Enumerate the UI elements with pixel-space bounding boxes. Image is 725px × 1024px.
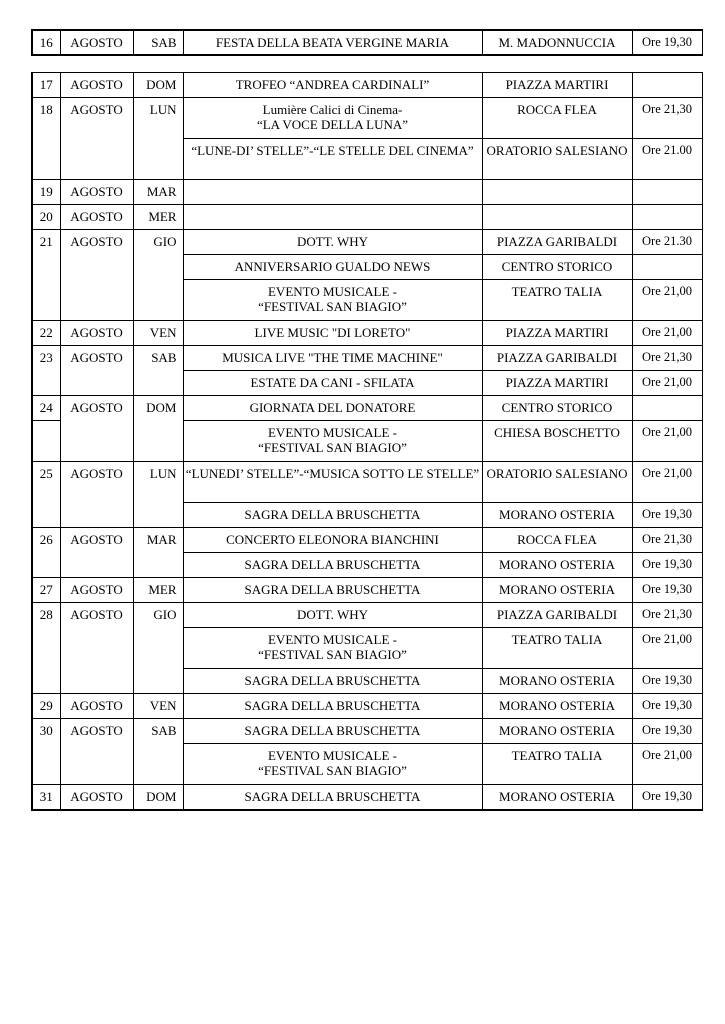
table-row	[32, 98, 702, 139]
weekday: GIO	[133, 230, 183, 321]
event-location	[482, 180, 632, 205]
event-time: Ore 21.00	[632, 139, 702, 180]
event-name: EVENTO MUSICALE - “FESTIVAL SAN BIAGIO”	[183, 628, 482, 669]
table-row	[32, 180, 702, 205]
event-name: ANNIVERSARIO GUALDO NEWS	[183, 255, 482, 280]
day-number: 26	[32, 528, 60, 578]
month: AGOSTO	[60, 30, 133, 55]
event-location: PIAZZA GARIBALDI	[482, 603, 632, 628]
event-location: ROCCA FLEA	[482, 528, 632, 553]
event-name: SAGRA DELLA BRUSCHETTA	[183, 719, 482, 744]
month: AGOSTO	[60, 603, 133, 694]
event-location: PIAZZA GARIBALDI	[482, 230, 632, 255]
event-name: TROFEO “ANDREA CARDINALI”	[183, 73, 482, 98]
event-time: Ore 19,30	[632, 719, 702, 744]
event-name: EVENTO MUSICALE - “FESTIVAL SAN BIAGIO”	[183, 280, 482, 321]
event-location: CENTRO STORICO	[482, 396, 632, 421]
weekday: MAR	[133, 528, 183, 578]
event-time: Ore 21,00	[632, 628, 702, 669]
event-time	[632, 255, 702, 280]
event-time: Ore 19,30	[632, 503, 702, 528]
table-row	[32, 73, 702, 98]
table-row	[32, 321, 702, 346]
event-name: SAGRA DELLA BRUSCHETTA	[183, 669, 482, 694]
event-location: M. MADONNUCCIA	[482, 30, 632, 55]
weekday: VEN	[133, 321, 183, 346]
event-location: MORANO OSTERIA	[482, 553, 632, 578]
month: AGOSTO	[60, 98, 133, 180]
weekday: MAR	[133, 180, 183, 205]
event-time: Ore 19,30	[632, 553, 702, 578]
day-number: 25	[32, 462, 60, 528]
month: AGOSTO	[60, 719, 133, 785]
event-name: “LUNEDI’ STELLE”-“MUSICA SOTTO LE STELLE”	[183, 462, 482, 503]
table-row	[32, 528, 702, 553]
event-location: CENTRO STORICO	[482, 255, 632, 280]
event-name: CONCERTO ELEONORA BIANCHINI	[183, 528, 482, 553]
event-name: EVENTO MUSICALE - “FESTIVAL SAN BIAGIO”	[183, 744, 482, 785]
table-row	[32, 694, 702, 719]
event-name: FESTA DELLA BEATA VERGINE MARIA	[183, 30, 482, 55]
event-time: Ore 19,30	[632, 694, 702, 719]
day-number: 27	[32, 578, 60, 603]
month: AGOSTO	[60, 73, 133, 98]
day-number: 21	[32, 230, 60, 321]
month: AGOSTO	[60, 462, 133, 528]
month: AGOSTO	[60, 180, 133, 205]
weekday: MER	[133, 205, 183, 230]
day-number: 29	[32, 694, 60, 719]
event-time: Ore 21,00	[632, 280, 702, 321]
table-row	[32, 346, 702, 371]
event-name: SAGRA DELLA BRUSCHETTA	[183, 578, 482, 603]
month: AGOSTO	[60, 346, 133, 396]
event-location: TEATRO TALIA	[482, 628, 632, 669]
event-location: MORANO OSTERIA	[482, 503, 632, 528]
weekday: DOM	[133, 396, 183, 462]
weekday: DOM	[133, 785, 183, 810]
table-row	[32, 205, 702, 230]
event-time: Ore 19,30	[632, 30, 702, 55]
day-number: 23	[32, 346, 60, 396]
event-name: ESTATE DA CANI - SFILATA	[183, 371, 482, 396]
month: AGOSTO	[60, 321, 133, 346]
event-location: PIAZZA MARTIRI	[482, 321, 632, 346]
event-name: SAGRA DELLA BRUSCHETTA	[183, 553, 482, 578]
day-number: 17	[32, 73, 60, 98]
table-row	[32, 603, 702, 628]
table-row	[32, 719, 702, 744]
event-name: SAGRA DELLA BRUSCHETTA	[183, 694, 482, 719]
weekday: LUN	[133, 462, 183, 528]
month: AGOSTO	[60, 396, 133, 462]
weekday: VEN	[133, 694, 183, 719]
table-row	[32, 578, 702, 603]
day-number: 20	[32, 205, 60, 230]
event-location: ROCCA FLEA	[482, 98, 632, 139]
weekday: SAB	[133, 346, 183, 396]
day-number: 19	[32, 180, 60, 205]
event-time	[632, 396, 702, 421]
event-time	[632, 205, 702, 230]
event-name: SAGRA DELLA BRUSCHETTA	[183, 503, 482, 528]
event-location: MORANO OSTERIA	[482, 785, 632, 810]
table-row	[32, 30, 702, 55]
event-time: Ore 21,30	[632, 98, 702, 139]
weekday: LUN	[133, 98, 183, 180]
event-time: Ore 21,00	[632, 744, 702, 785]
event-name: LIVE MUSIC "DI LORETO"	[183, 321, 482, 346]
month: AGOSTO	[60, 785, 133, 810]
event-location: PIAZZA MARTIRI	[482, 371, 632, 396]
event-time: Ore 21,00	[632, 321, 702, 346]
event-location: MORANO OSTERIA	[482, 719, 632, 744]
month: AGOSTO	[60, 578, 133, 603]
event-time: Ore 19,30	[632, 578, 702, 603]
day-number: 22	[32, 321, 60, 346]
event-name	[183, 205, 482, 230]
weekday: SAB	[133, 719, 183, 785]
event-time: Ore 21.30	[632, 230, 702, 255]
event-location: CHIESA BOSCHETTO	[482, 421, 632, 462]
month: AGOSTO	[60, 528, 133, 578]
month: AGOSTO	[60, 230, 133, 321]
event-time: Ore 19,30	[632, 669, 702, 694]
table-row	[32, 785, 702, 810]
event-location: PIAZZA GARIBALDI	[482, 346, 632, 371]
event-time	[632, 73, 702, 98]
schedule-table-day-16	[31, 29, 703, 56]
event-name: GIORNATA DEL DONATORE	[183, 396, 482, 421]
day-number-empty	[32, 421, 60, 462]
event-time: Ore 21,30	[632, 603, 702, 628]
event-location: MORANO OSTERIA	[482, 694, 632, 719]
month: AGOSTO	[60, 205, 133, 230]
table-row	[32, 462, 702, 503]
event-name: SAGRA DELLA BRUSCHETTA	[183, 785, 482, 810]
event-location: ORATORIO SALESIANO	[482, 462, 632, 503]
event-time: Ore 21,30	[632, 346, 702, 371]
event-time: Ore 21,00	[632, 462, 702, 503]
event-name: DOTT. WHY	[183, 603, 482, 628]
event-name: MUSICA LIVE "THE TIME MACHINE"	[183, 346, 482, 371]
event-location	[482, 205, 632, 230]
weekday: SAB	[133, 30, 183, 55]
day-number: 30	[32, 719, 60, 785]
day-number: 28	[32, 603, 60, 694]
day-number: 16	[32, 30, 60, 55]
table-row	[32, 230, 702, 255]
event-time: Ore 21,30	[632, 528, 702, 553]
weekday: DOM	[133, 73, 183, 98]
event-location: TEATRO TALIA	[482, 744, 632, 785]
event-location: PIAZZA MARTIRI	[482, 73, 632, 98]
event-name: DOTT. WHY	[183, 230, 482, 255]
event-name: “LUNE-DI’ STELLE”-“LE STELLE DEL CINEMA”	[183, 139, 482, 180]
table-row	[32, 396, 702, 421]
event-time: Ore 19,30	[632, 785, 702, 810]
event-name	[183, 180, 482, 205]
event-location: MORANO OSTERIA	[482, 669, 632, 694]
event-location: MORANO OSTERIA	[482, 578, 632, 603]
event-name: EVENTO MUSICALE - “FESTIVAL SAN BIAGIO”	[183, 421, 482, 462]
event-name: Lumière Calici di Cinema- “LA VOCE DELLA LUNA”	[183, 98, 482, 139]
weekday: MER	[133, 578, 183, 603]
event-time: Ore 21,00	[632, 421, 702, 462]
day-number: 31	[32, 785, 60, 810]
day-number: 18	[32, 98, 60, 180]
weekday: GIO	[133, 603, 183, 694]
day-number: 24	[32, 396, 60, 421]
schedule-table	[31, 72, 703, 811]
event-location: ORATORIO SALESIANO	[482, 139, 632, 180]
event-time: Ore 21,00	[632, 371, 702, 396]
event-time	[632, 180, 702, 205]
event-location: TEATRO TALIA	[482, 280, 632, 321]
month: AGOSTO	[60, 694, 133, 719]
